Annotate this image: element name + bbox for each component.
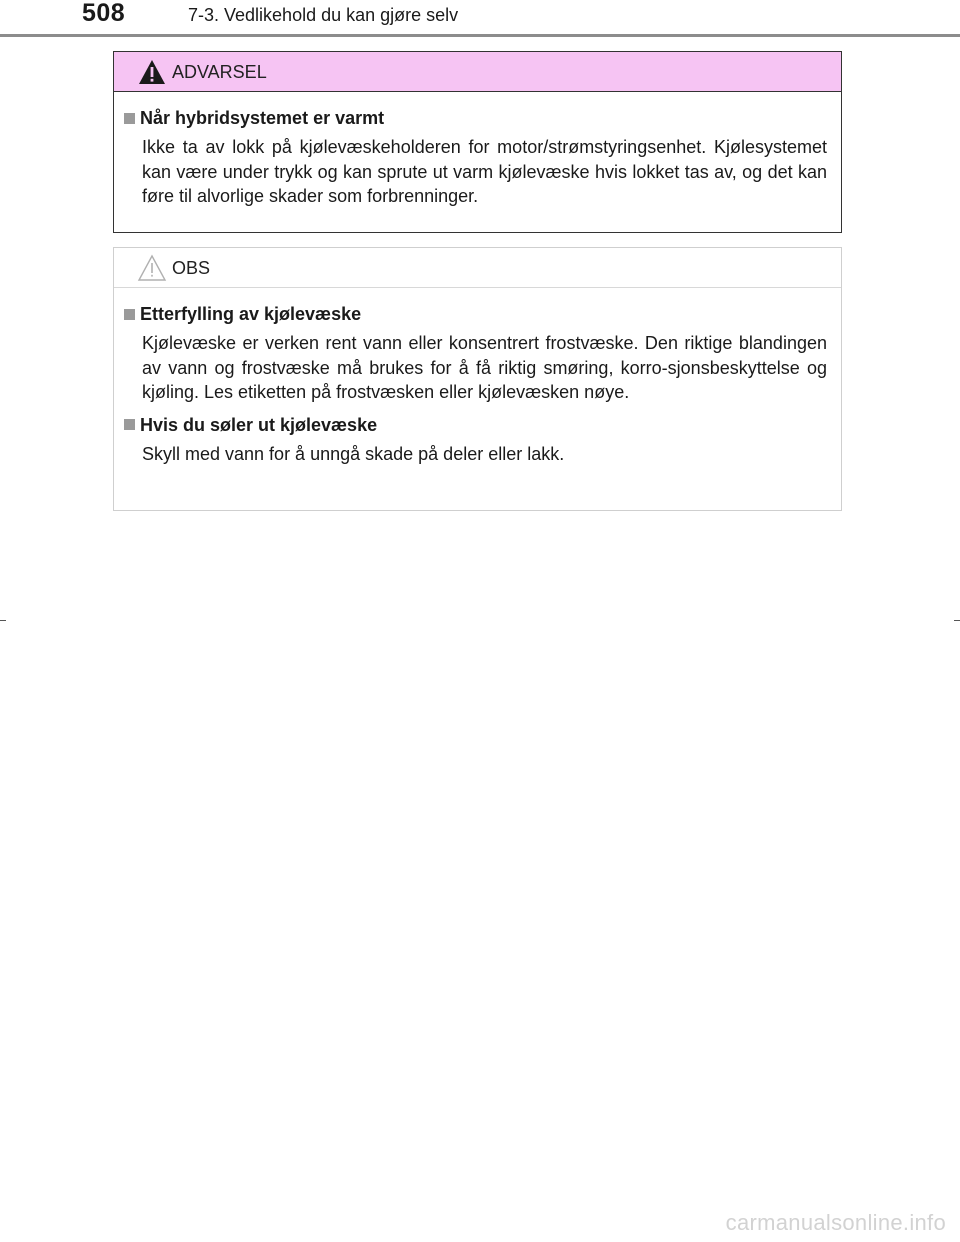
warning-box-body (114, 92, 841, 209)
square-bullet-icon (124, 419, 135, 430)
warning-item-title (124, 106, 827, 130)
caution-item (124, 413, 827, 467)
page-header (0, 0, 960, 36)
caution-item-title (124, 302, 827, 326)
page-number: 508 (82, 0, 126, 27)
caution-item-title (124, 413, 827, 437)
warning-triangle-outline-icon (137, 253, 167, 283)
warning-box-header (114, 52, 841, 92)
square-bullet-icon (124, 113, 135, 124)
footer-watermark: carmanualsonline.info (725, 1210, 946, 1235)
caution-item (124, 302, 827, 405)
crop-mark-right (954, 620, 960, 621)
warning-item (124, 106, 827, 209)
caution-item-text: Kjølevæske er verken rent vann eller konsentrert frostvæske. Den riktige blandingen av vann og frostvæske må brukes for å få riktig smøring, korro-sjonsbeskyttelse og kjøling. Les etiketten på frostvæsken eller kjølevæsken nøye. (142, 333, 827, 402)
warning-item-text: Ikke ta av lokk på kjølevæskeholderen for motor/strømstyringsenhet. Kjølesystemet kan være under trykk og kan sprute ut varm kjølevæske hvis lokket tas av, og det kan føre til alvorlige skader som forbrenninger. (142, 137, 827, 206)
section-title: 7-3. Vedlikehold du kan gjøre selv (188, 5, 459, 25)
caution-box-header (114, 248, 841, 288)
warning-box-label: ADVARSEL (172, 62, 267, 82)
header-rule (0, 34, 960, 37)
square-bullet-icon (124, 309, 135, 320)
caution-item-title-text: Etterfylling av kjølevæske (140, 304, 362, 324)
caution-box-body (114, 288, 841, 466)
warning-box (113, 51, 842, 233)
crop-mark-left (0, 620, 6, 621)
caution-box-label: OBS (172, 258, 211, 278)
warning-triangle-filled-icon (137, 57, 167, 87)
caution-item-text: Skyll med vann for å unngå skade på deler eller lakk. (142, 443, 565, 464)
warning-item-title-text: Når hybridsystemet er varmt (140, 108, 385, 128)
caution-item-title-text: Hvis du søler ut kjølevæske (140, 414, 378, 435)
caution-box (113, 247, 842, 511)
